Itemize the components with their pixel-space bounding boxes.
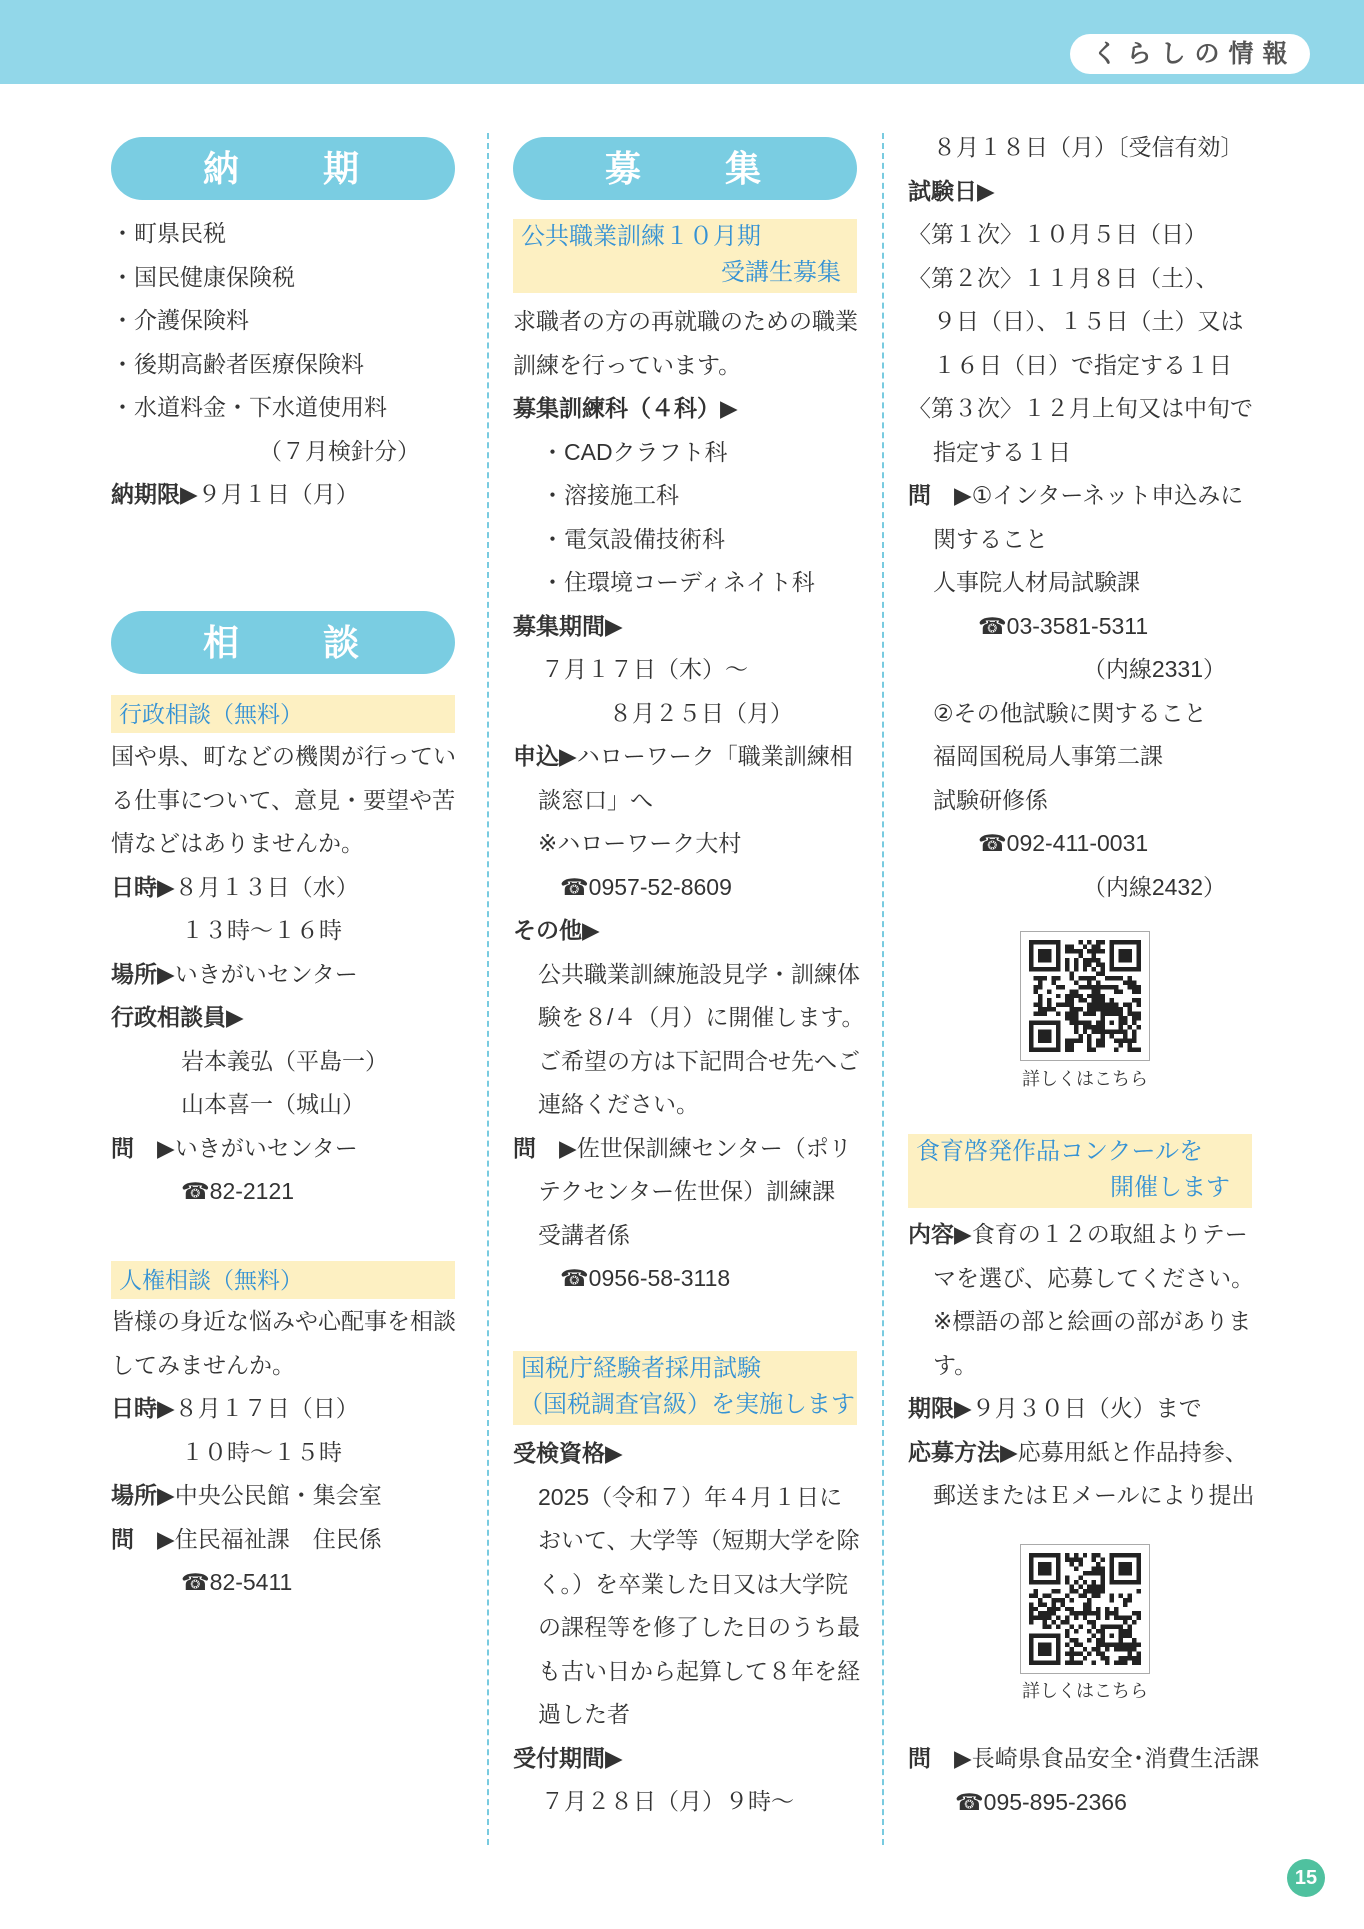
admin-date	[111, 866, 455, 910]
admin-counselors-label	[111, 996, 455, 1040]
value: ８月１３日（水）	[174, 873, 359, 900]
text-line: してみませんか。	[111, 1351, 295, 1378]
heading-line: 国税庁経験者採用試験	[521, 1355, 761, 1382]
text-line: ②その他試験に関すること	[933, 699, 1207, 726]
label: 問	[908, 1745, 954, 1771]
text-line: おいて、大学等（短期大学を除	[538, 1527, 860, 1553]
label: 応募方法▶	[908, 1438, 1018, 1465]
reception-label	[513, 1737, 857, 1781]
exam-date: 指定する１日	[933, 438, 1071, 465]
payment-note: （７月検針分）	[259, 437, 420, 464]
qr-code-image	[1029, 1553, 1141, 1665]
extension: （内線2331）	[1082, 656, 1226, 682]
text-line: 験を８/４（月）に開催します。	[538, 1004, 865, 1030]
column-divider-left	[487, 133, 489, 1845]
qr-code	[1020, 931, 1150, 1061]
text-line: 過した者	[538, 1701, 630, 1727]
label: 問	[111, 1134, 157, 1161]
human-rights-heading: 人権相談（無料）	[111, 1261, 455, 1299]
food-contact	[908, 1737, 1260, 1781]
text-line: 連絡ください。	[538, 1091, 699, 1117]
qr-code	[1020, 1544, 1150, 1674]
phone: ☎0957-52-8609	[560, 873, 732, 900]
training-section	[513, 300, 865, 1301]
text-line: ※標語の部と絵画の部がありま	[933, 1308, 1252, 1334]
label: 問	[908, 482, 954, 508]
exam-date: １６日（日）で指定する１日	[933, 351, 1232, 378]
label: 内容▶	[908, 1221, 972, 1247]
value: ハローワーク「職業訓練相	[576, 743, 853, 769]
label: 募集期間▶	[513, 612, 623, 639]
text-line: も古い日から起算して８年を経	[538, 1657, 860, 1684]
page-number: 15	[1287, 1859, 1325, 1897]
label: 納期限▶	[111, 481, 198, 507]
text-line: 談窓口」へ	[538, 786, 653, 813]
admin-time: １３時～１６時	[181, 917, 342, 943]
value: ▶長崎県食品安全･消費生活課	[954, 1745, 1260, 1771]
text-line: マを選び、応募してください。	[933, 1264, 1255, 1291]
deadline-line	[908, 1387, 1252, 1431]
course-item: ・溶接施工科	[541, 482, 679, 508]
content-line	[908, 1213, 1252, 1257]
period-start: ７月１７日（木）～	[541, 656, 748, 682]
payment-item: ・後期高齢者医療保険料	[111, 350, 364, 377]
method-line	[908, 1431, 1252, 1475]
text-line: 国や県、町などの機関が行ってい	[111, 743, 456, 769]
qr-modules	[1029, 940, 1141, 1052]
text-line: 公共職業訓練施設見学・訓練体	[538, 960, 860, 987]
tax-exam-continued	[908, 126, 1252, 909]
period-label	[513, 605, 857, 649]
extension: （内線2432）	[1082, 873, 1226, 900]
text-line: テクセンター佐世保）訓練課	[538, 1178, 836, 1204]
tax-contact	[908, 474, 1252, 518]
food-contest-heading	[908, 1134, 1252, 1208]
tax-exam-heading	[513, 1351, 857, 1425]
exam-date: 〈第３次〉１２月上旬又は中旬で	[908, 395, 1253, 421]
admin-place	[111, 953, 455, 997]
training-heading	[513, 219, 857, 293]
phone: ☎03-3581-5311	[978, 612, 1149, 639]
header-band	[0, 0, 1364, 84]
heading-line: （国税調査官級）を実施します	[519, 1391, 855, 1418]
human-rights-section	[111, 1300, 455, 1605]
value: ▶住民福祉課 住民係	[157, 1525, 382, 1552]
label: 募集訓練科（４科）▶	[513, 395, 738, 421]
label: 期限▶	[908, 1395, 972, 1421]
qr-caption: 詳しくはこちら	[1022, 1681, 1148, 1701]
qr-code-image	[1029, 940, 1141, 1052]
admin-phone: ☎82-2121	[181, 1178, 295, 1204]
other-label	[513, 909, 857, 953]
admin-consult-section	[111, 735, 455, 1214]
heading-line: 受講生募集	[721, 259, 841, 286]
column-divider-right	[882, 133, 884, 1845]
admin-contact	[111, 1127, 455, 1171]
value: 中央公民館・集会室	[174, 1482, 382, 1508]
phone: ☎095-895-2366	[955, 1788, 1127, 1815]
recruitment-title: 募 集	[513, 137, 857, 200]
label: 問	[513, 1134, 559, 1161]
label: 日時▶	[111, 873, 175, 900]
label: 場所▶	[111, 960, 175, 987]
hr-place	[111, 1474, 455, 1518]
text-line: 関すること	[933, 525, 1048, 552]
payment-deadline	[111, 473, 455, 517]
label: 申込▶	[513, 743, 577, 769]
exam-date: ９日（日）、１５日（土）又は	[933, 308, 1244, 334]
value: いきがいセンター	[174, 960, 358, 987]
payment-item: ・介護保険料	[111, 307, 249, 333]
text-line: ご希望の方は下記問合せ先へご	[538, 1047, 860, 1074]
payment-item: ・水道料金・下水道使用料	[111, 394, 387, 420]
text-line: 皆様の身近な悩みや心配事を相談	[111, 1308, 456, 1334]
phone: ☎0956-58-3118	[560, 1265, 731, 1291]
course-item: ・電気設備技術科	[541, 525, 725, 552]
text-line: の課程等を修了した日のうち最	[538, 1614, 860, 1640]
text-line: 福岡国税局人事第二課	[933, 743, 1163, 769]
hr-time: １０時～１５時	[181, 1438, 342, 1465]
course-item: ・CADクラフト科	[541, 438, 728, 465]
section-tag: くらしの情報	[1070, 34, 1310, 74]
text-line: 試験研修係	[933, 786, 1048, 813]
label: 場所▶	[111, 1482, 175, 1508]
exam-date: 〈第１次〉１０月５日（日）	[908, 221, 1207, 247]
hr-contact	[111, 1518, 455, 1562]
food-contest-contact	[908, 1737, 1260, 1824]
period-end: ８月２５日（月）	[609, 699, 793, 726]
value: ９月１日（月）	[197, 481, 359, 507]
admin-consult-heading: 行政相談（無料）	[111, 695, 455, 733]
reception-start: ７月２８日（月）９時～	[541, 1788, 794, 1814]
heading-line: 食育啓発作品コンクールを	[916, 1138, 1204, 1165]
counselor-name: 岩本義弘（平島一）	[181, 1047, 388, 1074]
value: 応募用紙と作品持参、	[1017, 1438, 1248, 1465]
courses-label	[513, 387, 857, 431]
value: ▶①インターネット申込みに	[954, 482, 1244, 508]
payment-item: ・国民健康保険税	[111, 263, 295, 290]
payment-section	[111, 212, 455, 517]
phone: ☎092-411-0031	[978, 830, 1149, 856]
apply-line	[513, 735, 857, 779]
hr-phone: ☎82-5411	[181, 1569, 293, 1595]
qr-caption: 詳しくはこちら	[1022, 1069, 1148, 1089]
value: ▶佐世保訓練センター（ポリ	[559, 1134, 852, 1161]
text-line: 受講者係	[538, 1221, 630, 1248]
text-line: 人事院人材局試験課	[933, 569, 1140, 595]
label: 日時▶	[111, 1395, 175, 1421]
hr-date	[111, 1387, 455, 1431]
training-contact	[513, 1127, 857, 1171]
value: 食育の１２の取組よりテー	[971, 1221, 1248, 1247]
label: 受付期間▶	[513, 1744, 623, 1771]
value: ８月１７日（日）	[174, 1395, 359, 1421]
heading-line: 開催します	[1110, 1174, 1230, 1201]
text-line: 情などはありませんか。	[111, 830, 364, 856]
label: 試験日▶	[908, 177, 995, 204]
text-line: 郵送またはＥメールにより提出	[933, 1482, 1255, 1508]
exam-date: 〈第２次〉１１月８日（土）、	[908, 264, 1219, 291]
text-line: る仕事について、意見・要望や苦	[111, 786, 456, 813]
payment-item: ・町県民税	[111, 220, 226, 246]
heading-line: 公共職業訓練１０月期	[521, 223, 761, 250]
text-line: 2025（令和７）年４月１日に	[538, 1483, 843, 1510]
counselor-name: 山本喜一（城山）	[181, 1091, 365, 1117]
value: ９月３０日（火）まで	[971, 1395, 1202, 1421]
food-contest-section	[908, 1213, 1255, 1518]
text-line: 求職者の方の再就職のための職業	[513, 308, 858, 334]
text-line: す。	[933, 1351, 978, 1378]
tax-exam-section	[513, 1432, 860, 1824]
qr-modules	[1029, 1553, 1141, 1665]
consultation-title: 相 談	[111, 611, 455, 674]
reception-end: ８月１８日（月）〔受信有効〕	[933, 134, 1244, 160]
text-line: ※ハローワーク大村	[538, 830, 742, 856]
value: ▶いきがいセンター	[157, 1134, 358, 1161]
label: その他▶	[513, 917, 600, 943]
payment-title: 納 期	[111, 137, 455, 200]
text-line: く。）を卒業した日又は大学院	[538, 1570, 849, 1597]
course-item: ・住環境コーディネイト科	[541, 569, 815, 595]
exam-label	[908, 170, 1252, 214]
eligibility-label	[513, 1432, 857, 1476]
label: 問	[111, 1525, 157, 1552]
label: 受検資格▶	[513, 1440, 623, 1466]
text-line: 訓練を行っています。	[513, 351, 742, 378]
label: 行政相談員▶	[111, 1004, 244, 1030]
